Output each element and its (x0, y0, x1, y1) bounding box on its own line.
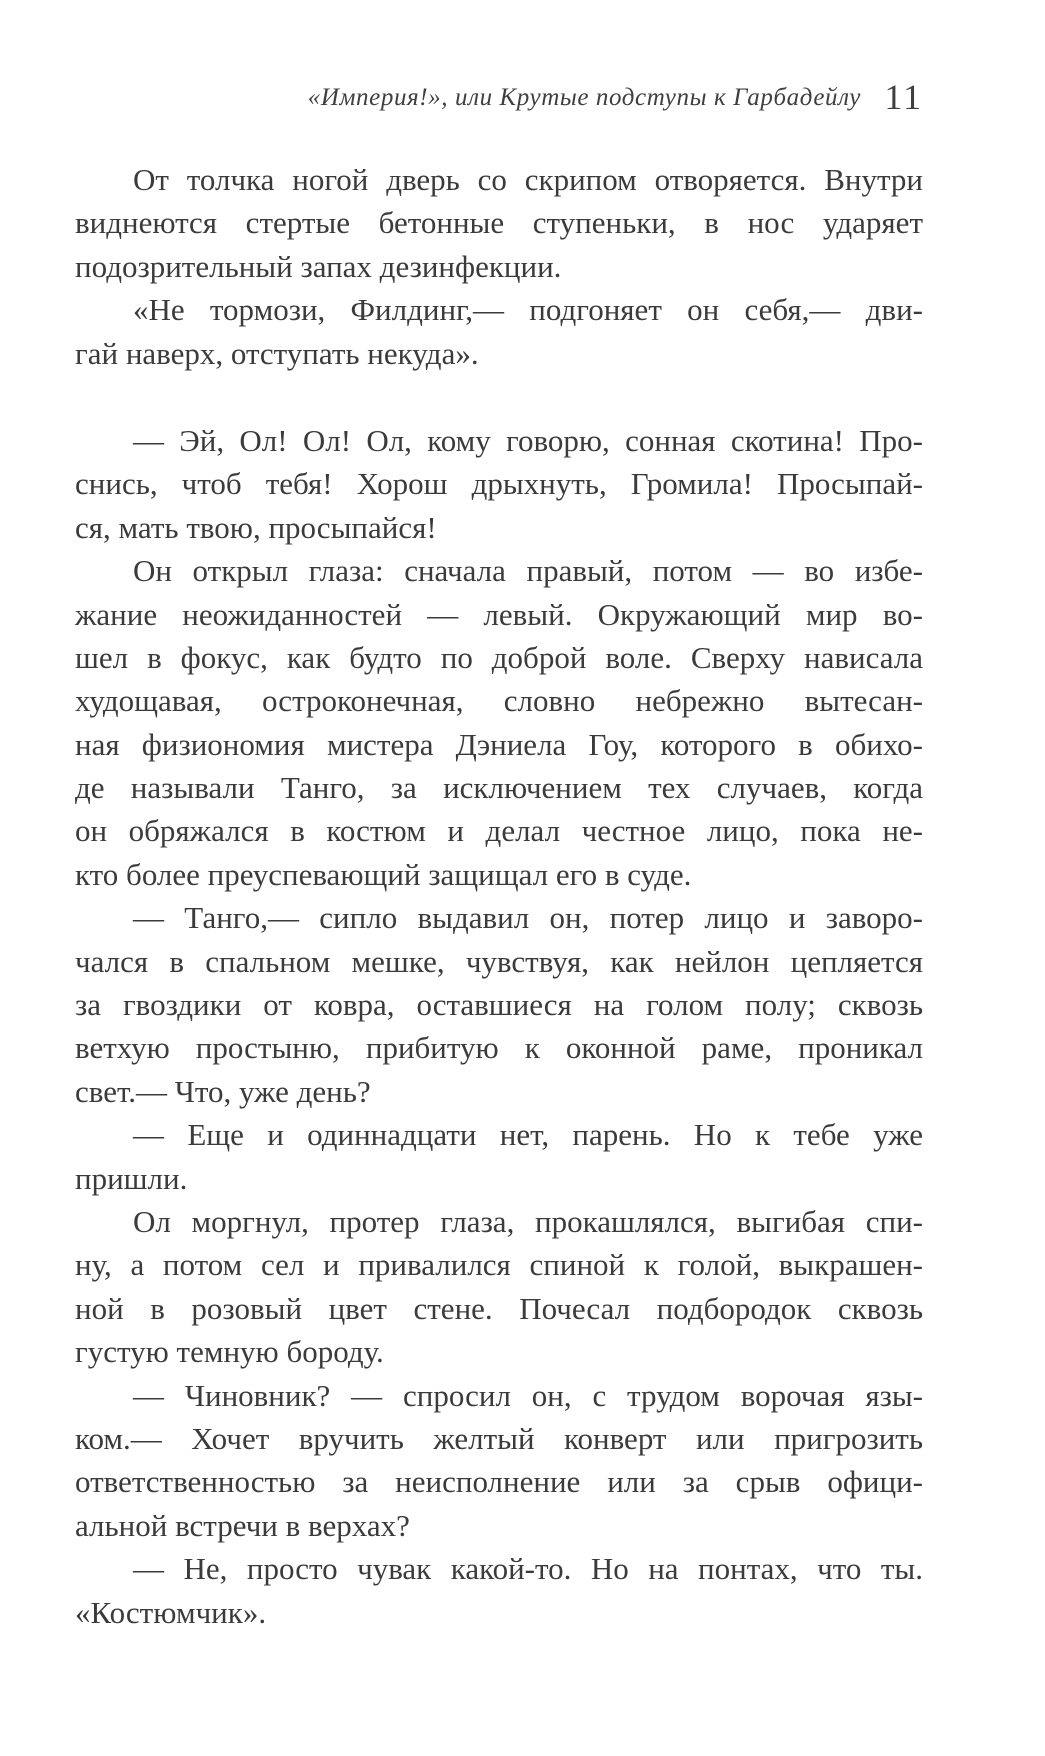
section-break (75, 375, 923, 419)
text-line: снись, чтоб тебя! Хорош дрыхнуть, Громила! Просыпай- (75, 466, 923, 502)
text-line: От толчка ногой дверь со скрипом отворяется. Внутри (133, 162, 923, 197)
text-line: «Костюмчик». (75, 1594, 267, 1630)
page-number: 11 (884, 77, 923, 117)
text-line: виднеются стертые бетонные ступеньки, в нос ударяет (75, 205, 923, 241)
text-line: — Еще и одиннадцати нет, парень. Но к тебе уже (133, 1117, 923, 1153)
text-line: гай наверх, отступать некуда». (75, 335, 479, 371)
text-line: — Эй, Ол! Ол! Ол, кому говорю, сонная скотина! Про- (133, 422, 923, 458)
text-line: ся, мать твою, просыпайся! (75, 509, 437, 545)
text-line: пришли. (75, 1160, 188, 1196)
text-line: жание неожиданностей — левый. Окружающий мир во- (75, 596, 923, 632)
text-line: — Танго,— сипло выдавил он, потер лицо и заворо- (133, 900, 923, 936)
text-line: ветхую простыню, прибитую к оконной раме, проникал (75, 1030, 923, 1066)
running-head (75, 78, 923, 118)
text-line: свет.— Что, уже день? (75, 1073, 371, 1109)
text-line: альной встречи в верхах? (75, 1507, 410, 1543)
text-line: «Не тормози, Филдинг,— подгоняет он себя,— дви- (133, 292, 923, 328)
text-line: за гвоздики от ковра, оставшиеся на голом полу; сквозь (75, 987, 923, 1023)
text-line: ну, а потом сел и привалился спиной к голой, выкрашен- (75, 1247, 923, 1283)
text-line: ная физиономия мистера Дэниела Гоу, которого в обихо- (75, 726, 923, 762)
text-line: ком.— Хочет вручить желтый конверт или пригрозить (75, 1420, 923, 1456)
text-line: кто более преуспевающий защищал его в суде. (75, 856, 692, 892)
running-title: «Империя!», или Крутые подступы к Гарбадейлу (307, 84, 861, 111)
text-line: ной в розовый цвет стене. Почесал подбородок сквозь (75, 1290, 923, 1326)
text-line: — Не, просто чувак какой-то. Но на понтах, что ты. (133, 1551, 923, 1587)
text-line: подозрительный запах дезинфекции. (75, 248, 562, 284)
text-line: Ол моргнул, протер глаза, прокашлялся, выгибая спи- (133, 1203, 923, 1239)
body-text (75, 158, 923, 1634)
text-line: чался в спальном мешке, чувствуя, как нейлон цепляется (75, 943, 923, 979)
text-line: — Чиновник? — спросил он, с трудом ворочая язы- (133, 1377, 923, 1413)
text-line: Он открыл глаза: сначала правый, потом — во избе- (133, 553, 923, 589)
text-line: шел в фокус, как будто по доброй воле. Сверху нависала (75, 639, 923, 675)
text-line: де называли Танго, за исключением тех случаев, когда (75, 770, 923, 806)
text-line: он обряжался в костюм и делал честное лицо, пока не- (75, 813, 923, 849)
text-line: ответственностью за неисполнение или за срыв офици- (75, 1464, 923, 1500)
text-line: густую темную бороду. (75, 1334, 384, 1370)
text-line: худощавая, остроконечная, словно небрежно вытесан- (75, 683, 923, 719)
